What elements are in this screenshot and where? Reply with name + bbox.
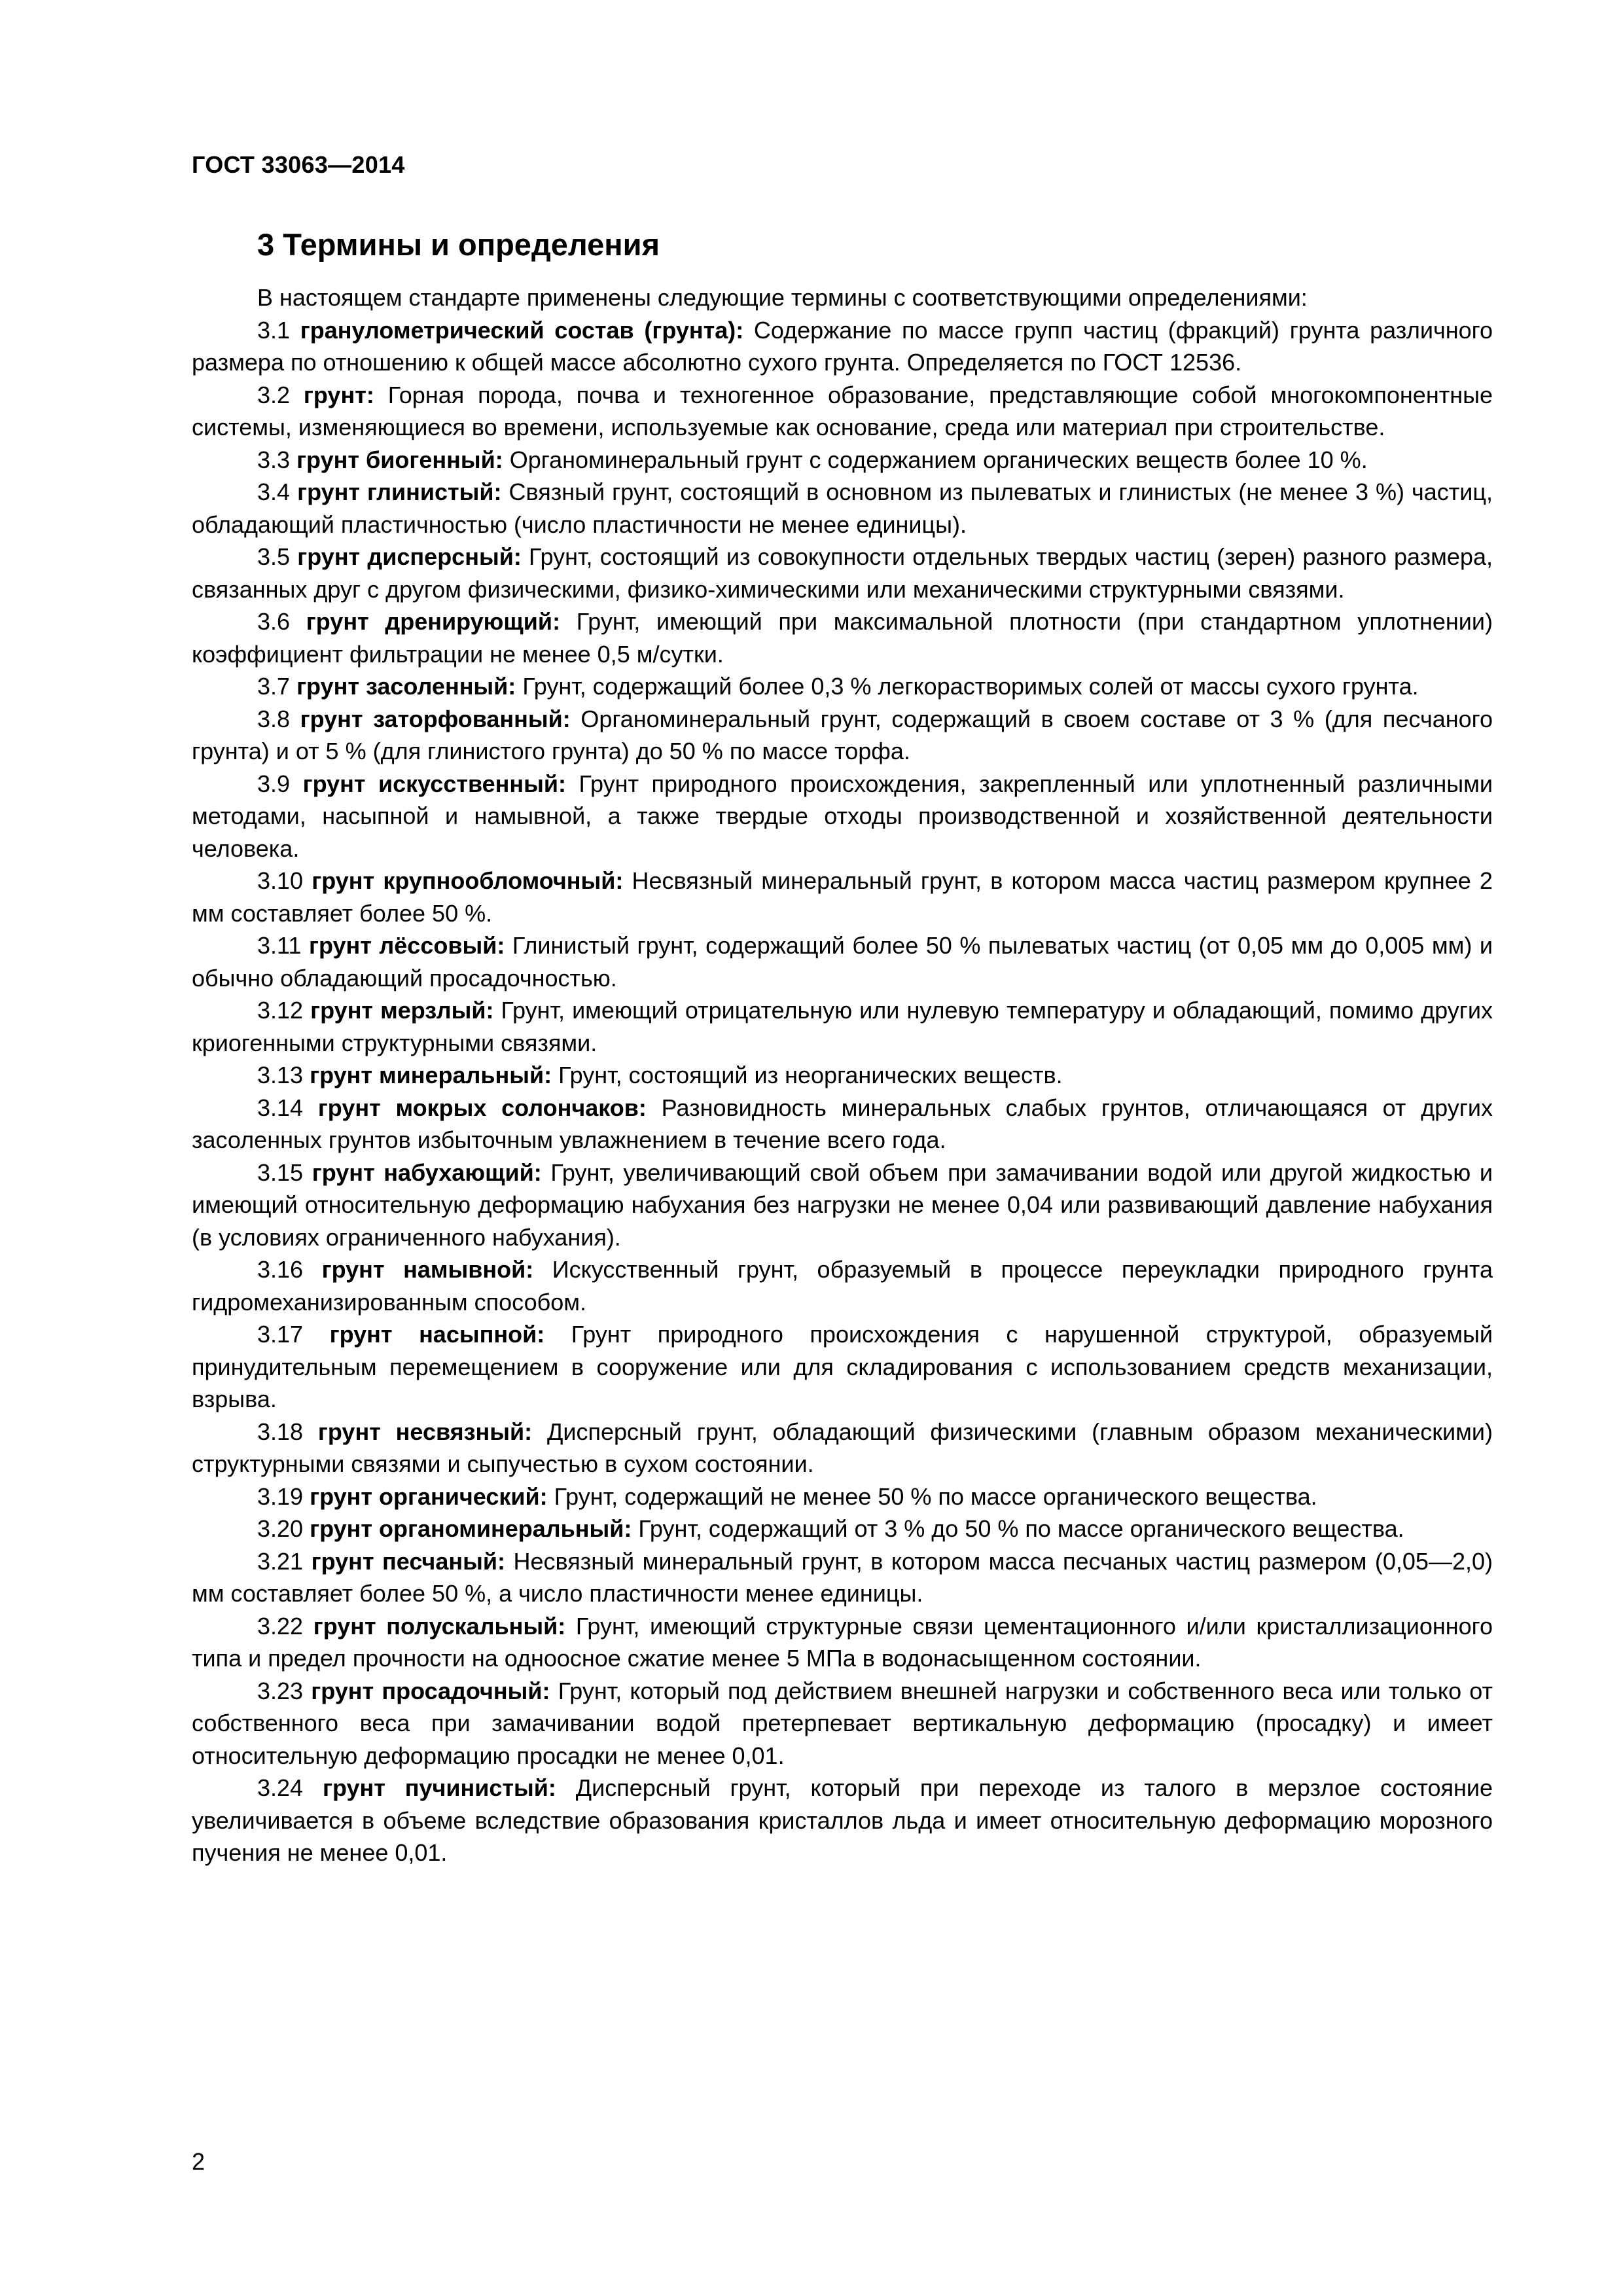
term-number: 3.3 <box>257 446 291 473</box>
term-entry <box>192 768 1493 865</box>
term-name: грунт мерзлый: <box>310 997 494 1024</box>
term-definition: Связный грунт, состоящий в основном из пылеватых и глинистых (не менее 3 %) частиц, обладающий пластичностью (число пластичности не менее единицы). <box>192 478 1493 538</box>
term-number: 3.2 <box>257 381 291 408</box>
term-definition: Грунт, содержащий не менее 50 % по массе органического вещества. <box>554 1482 1317 1510</box>
term-name: грунт органоминеральный: <box>310 1515 632 1542</box>
term-definition: Грунт, увеличивающий свой объем при замачивании водой или другой жидкостью и имеющий относительную деформацию набухания без нагрузки не менее 0,04 или развивающий давление набухания (в условиях ограниченного набухания). <box>192 1158 1493 1251</box>
term-definition: Разновидность минеральных слабых грунтов, отличающаяся от других засоленных грунтов избыточным увлажнением в течение всего года. <box>192 1094 1493 1153</box>
term-name: грунт песчаный: <box>311 1547 505 1575</box>
section-title: 3 Термины и определения <box>257 227 660 262</box>
terms-content <box>192 281 1493 1869</box>
term-number: 3.17 <box>257 1321 304 1348</box>
term-definition: Грунт, имеющий при максимальной плотности (при стандартном уплотнении) коэффициент фильтрации не менее 0,5 м/сутки. <box>192 608 1493 668</box>
terms-list <box>192 314 1493 1869</box>
term-name: грунт засоленный: <box>296 673 516 700</box>
term-name: грунт минеральный: <box>310 1062 552 1088</box>
term-entry <box>192 1675 1493 1772</box>
term-definition: Грунт, состоящий из совокупности отдельных твердых частиц (зерен) разного размера, связанных друг с другом физическими, физико-химическими или механическими структурными связями. <box>192 543 1493 603</box>
term-entry <box>192 444 1493 476</box>
term-entry <box>192 865 1493 929</box>
term-entry <box>192 994 1493 1059</box>
term-entry <box>192 1545 1493 1610</box>
term-number: 3.15 <box>257 1158 304 1186</box>
term-definition: Грунт природного происхождения с нарушенной структурой, образуемый принудительным перемещением в сооружение или для складирования с использованием средств механизации, взрыва. <box>192 1321 1493 1412</box>
term-definition: Грунт природного происхождения, закрепленный или уплотненный различными методами, насыпной и намывной, а также твердые отходы производственной и хозяйственной деятельности человека. <box>192 770 1493 862</box>
term-number: 3.6 <box>257 608 291 635</box>
term-entry <box>192 1253 1493 1318</box>
term-definition: Дисперсный грунт, который при переходе из талого в мерзлое состояние увеличивается в объеме вследствие образования кристаллов льда и имеет относительную деформацию морозного пучения не менее 0,01. <box>192 1774 1493 1866</box>
term-definition: Грунт, имеющий отрицательную или нулевую температуру и обладающий, помимо других криогенными структурными связями. <box>192 997 1493 1056</box>
term-name: грунт биогенный: <box>296 446 503 473</box>
term-number: 3.12 <box>257 997 304 1024</box>
term-entry <box>192 605 1493 670</box>
term-entry <box>192 1416 1493 1480</box>
term-definition: Органоминеральный грунт, содержащий в своем составе от 3 % (для песчаного грунта) и от 5 % (для глинистого грунта) до 50 % по массе торфа. <box>192 705 1493 764</box>
term-number: 3.9 <box>257 770 291 797</box>
term-name: гранулометрический состав (грунта): <box>300 316 744 344</box>
term-number: 3.8 <box>257 705 291 732</box>
term-definition: Глинистый грунт, содержащий более 50 % пылеватых частиц (от 0,05 мм до 0,005 мм) и обычно обладающий просадочностью. <box>192 932 1493 992</box>
term-entry <box>192 476 1493 541</box>
term-definition: Органоминеральный грунт с содержанием органических веществ более 10 %. <box>509 446 1368 473</box>
term-definition: Грунт, содержащий от 3 % до 50 % по массе органического вещества. <box>638 1515 1404 1542</box>
term-name: грунт насыпной: <box>329 1321 545 1348</box>
term-number: 3.22 <box>257 1612 304 1640</box>
term-definition: Дисперсный грунт, обладающий физическими (главным образом механическими) структурными связями и сыпучестью в сухом состоянии. <box>192 1418 1493 1477</box>
term-number: 3.1 <box>257 316 291 344</box>
term-entry <box>192 541 1493 605</box>
term-name: грунт полускальный: <box>313 1612 566 1640</box>
term-number: 3.23 <box>257 1677 304 1704</box>
term-name: грунт крупнообломочный: <box>312 867 624 894</box>
intro-paragraph: В настоящем стандарте применены следующие термины с соответствующими определениями: <box>257 284 1308 311</box>
term-entry <box>192 670 1493 703</box>
term-name: грунт заторфованный: <box>300 705 571 732</box>
term-entry <box>192 1059 1493 1092</box>
term-entry <box>192 1157 1493 1254</box>
term-name: грунт мокрых солончаков: <box>317 1094 647 1121</box>
term-definition: Грунт, состоящий из неорганических веществ. <box>558 1062 1063 1088</box>
term-name: грунт дисперсный: <box>297 543 522 570</box>
term-name: грунт искусственный: <box>302 770 566 797</box>
term-name: грунт просадочный: <box>311 1677 550 1704</box>
term-number: 3.11 <box>257 932 302 959</box>
term-number: 3.18 <box>257 1418 304 1445</box>
term-entry <box>192 929 1493 994</box>
term-name: грунт: <box>303 381 374 408</box>
term-number: 3.20 <box>257 1515 304 1542</box>
term-name: грунт дренирующий: <box>306 608 561 635</box>
term-definition: Грунт, содержащий более 0,3 % легкорастворимых солей от массы сухого грунта. <box>522 673 1419 700</box>
term-entry <box>192 379 1493 444</box>
term-number: 3.21 <box>257 1547 304 1575</box>
term-name: грунт набухающий: <box>312 1158 542 1186</box>
term-entry <box>192 1610 1493 1675</box>
term-number: 3.16 <box>257 1256 304 1283</box>
term-number: 3.19 <box>257 1482 304 1510</box>
term-number: 3.10 <box>257 867 304 894</box>
term-name: грунт намывной: <box>321 1256 534 1283</box>
term-name: грунт органический: <box>310 1482 548 1510</box>
term-entry <box>192 1480 1493 1513</box>
page-number: 2 <box>192 2148 205 2175</box>
term-number: 3.13 <box>257 1062 304 1088</box>
term-name: грунт пучинистый: <box>322 1774 556 1801</box>
term-number: 3.24 <box>257 1774 304 1801</box>
term-name: грунт глинистый: <box>297 478 502 505</box>
term-entry <box>192 1318 1493 1416</box>
term-entry <box>192 1513 1493 1545</box>
term-entry <box>192 314 1493 379</box>
term-definition: Грунт, имеющий структурные связи цементационного и/или кристаллизационного типа и предел прочности на одноосное сжатие менее 5 МПа в водонасыщенном состоянии. <box>192 1612 1493 1672</box>
term-entry <box>192 1092 1493 1157</box>
term-number: 3.7 <box>257 673 291 700</box>
term-number: 3.14 <box>257 1094 304 1121</box>
term-name: грунт лёссовый: <box>308 932 505 959</box>
term-entry <box>192 703 1493 768</box>
term-definition: Несвязный минеральный грунт, в котором масса частиц размером крупнее 2 мм составляет более 50 %. <box>192 867 1493 927</box>
term-name: грунт несвязный: <box>317 1418 533 1445</box>
term-definition: Несвязный минеральный грунт, в котором масса песчаных частиц размером (0,05—2,0) мм составляет более 50 %, а число пластичности менее единицы. <box>192 1547 1493 1607</box>
term-definition: Грунт, который под действием внешней нагрузки и собственного веса или только от собственного веса при замачивании водой претерпевает вертикальную деформацию (просадку) и имеет относительную деформацию просадки не менее 0,01. <box>192 1677 1493 1769</box>
term-number: 3.5 <box>257 543 291 570</box>
term-number: 3.4 <box>257 478 291 505</box>
term-definition: Искусственный грунт, образуемый в процессе переукладки природного грунта гидромеханизированным способом. <box>192 1256 1493 1316</box>
document-header: ГОСТ 33063—2014 <box>192 151 405 178</box>
term-entry <box>192 1772 1493 1869</box>
term-definition: Горная порода, почва и техногенное образование, представляющие собой многокомпонентные системы, изменяющиеся во времени, используемые как основание, среда или материал при строительстве. <box>192 381 1493 440</box>
term-definition: Содержание по массе групп частиц (фракций) грунта различного размера по отношению к общей массе абсолютно сухого грунта. Определяется по ГОСТ 12536. <box>192 316 1493 376</box>
